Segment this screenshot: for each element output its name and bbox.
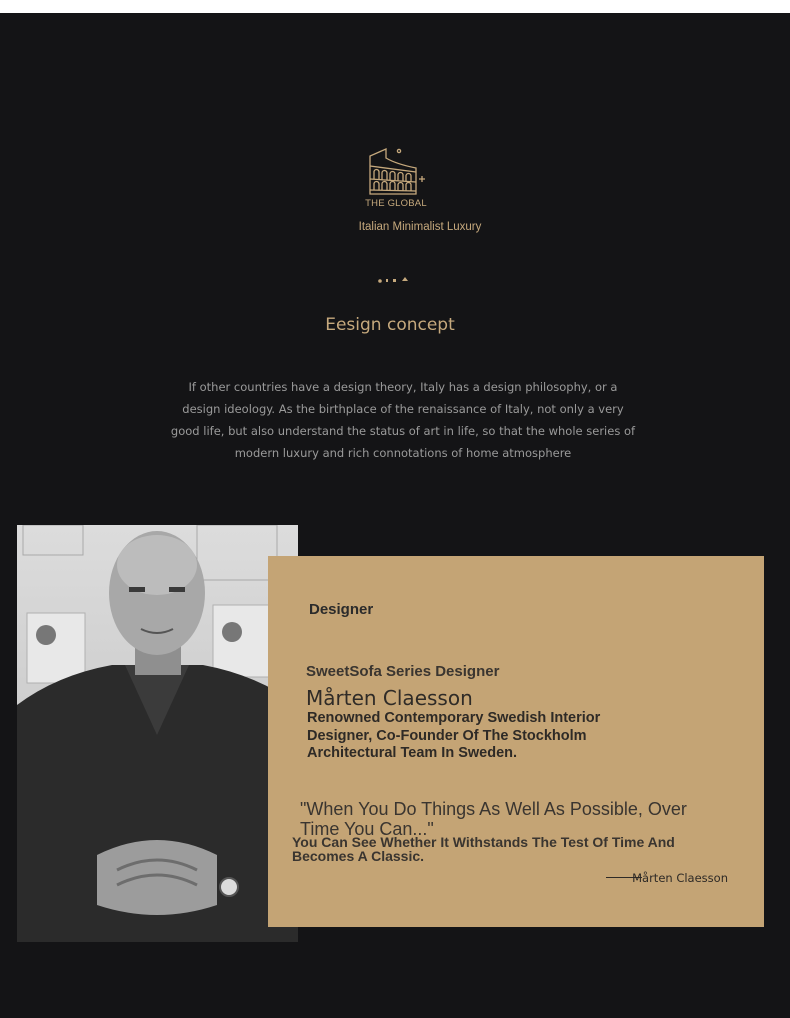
designer-label: Designer: [309, 601, 374, 618]
designer-name: Mårten Claesson: [306, 686, 473, 710]
designer-bio: Renowned Contemporary Swedish Interior Designer, Co-Founder Of The Stockholm Architectural Team In Sweden.: [307, 710, 601, 761]
colosseum-icon: [366, 146, 428, 196]
section-body: If other countries have a design theory, Italy has a design philosophy, or a design ideology. As the birthplace of the renaissance of Italy, not only a very good life, but also understand the status of art in life, so that the whole series of modern luxury and rich connotations of home atmosphere: [170, 380, 636, 460]
quote-subtext: You Can See Whether It Withstands The Test Of Time And Becomes A Classic.: [292, 834, 675, 864]
top-bar: [0, 0, 790, 13]
signature: Mårten Claesson: [632, 871, 728, 885]
designer-photo: [17, 525, 298, 942]
ornament-dots: [375, 275, 415, 285]
section-title: Eesign concept: [325, 315, 455, 335]
brand-logo: [362, 146, 428, 210]
logo-text: THE GLOBAL: [365, 198, 427, 209]
designer-quote: "When You Do Things As Well As Possible, Over Time You Can...": [300, 799, 687, 839]
designer-card: [268, 556, 764, 927]
series-title: SweetSofa Series Designer: [306, 663, 500, 680]
tagline: Italian Minimalist Luxury: [358, 221, 482, 233]
